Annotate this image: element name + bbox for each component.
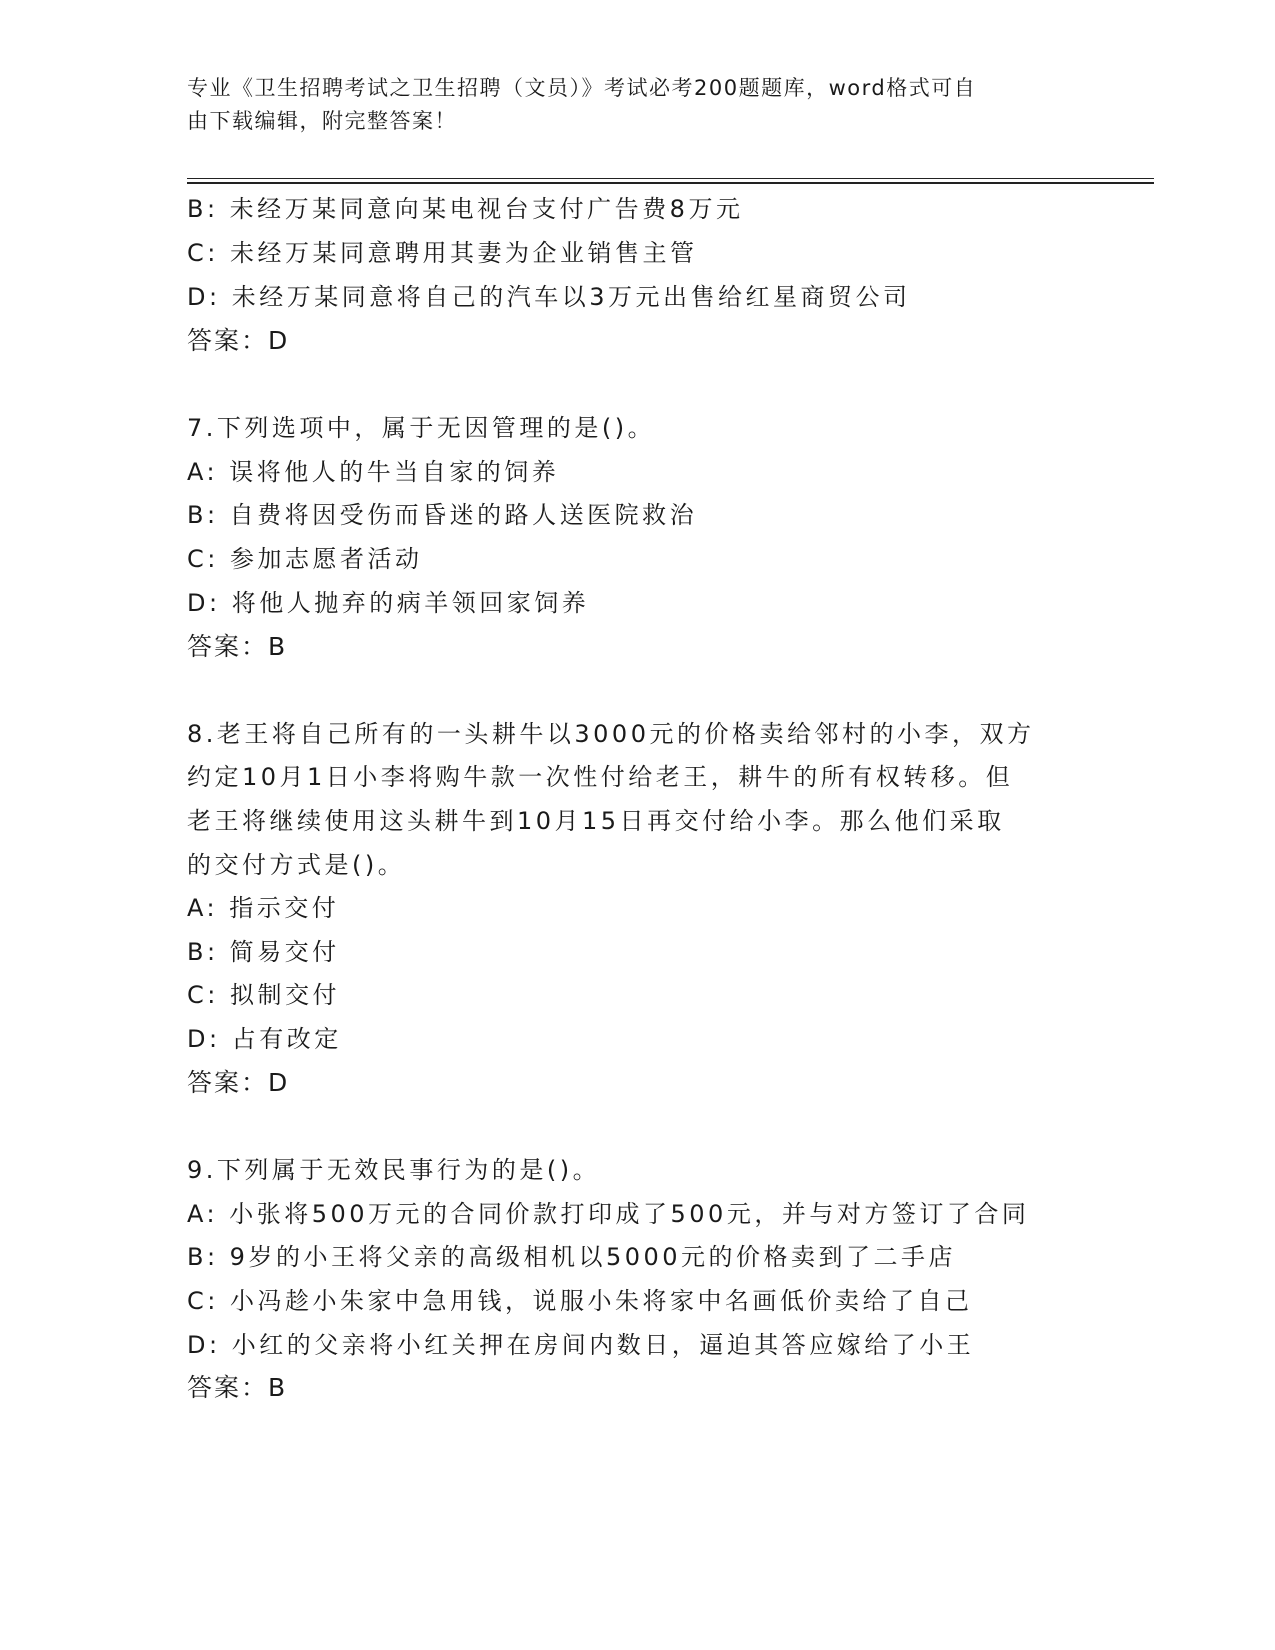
q6-option-c: C: 未经万某同意聘用其妻为企业销售主管 xyxy=(187,239,698,267)
document-header xyxy=(187,72,1087,138)
q7-answer: 答案：B xyxy=(187,632,288,661)
q9-option-b: B: 9岁的小王将父亲的高级相机以5000元的价格卖到了二手店 xyxy=(187,1243,957,1271)
header-line-2: 由下载编辑，附完整答案！ xyxy=(187,109,457,133)
q9-option-c: C: 小冯趁小朱家中急用钱，说服小朱将家中名画低价卖给了自己 xyxy=(187,1287,973,1315)
q8-question-line-3: 老王将继续使用这头耕牛到10月15日再交付给小李。那么他们采取 xyxy=(187,807,1005,835)
q7-question: 7.下列选项中，属于无因管理的是()。 xyxy=(187,414,656,442)
q8-question-line-4: 的交付方式是()。 xyxy=(187,851,406,879)
q8-question-line-1: 8.老王将自己所有的一头耕牛以3000元的价格卖给邻村的小李，双方 xyxy=(187,720,1035,748)
header-line-1: 专业《卫生招聘考试之卫生招聘（文员）》考试必考200题题库，word格式可自 xyxy=(187,76,977,100)
header-divider-thick xyxy=(187,182,1154,184)
q8-option-a: A: 指示交付 xyxy=(187,894,340,922)
q7-option-c: C: 参加志愿者活动 xyxy=(187,545,423,573)
q7-option-a: A: 误将他人的牛当自家的饲养 xyxy=(187,458,560,486)
q8-question-line-2: 约定10月1日小李将购牛款一次性付给老王，耕牛的所有权转移。但 xyxy=(187,763,1014,791)
q9-option-a: A: 小张将500万元的合同价款打印成了500元，并与对方签订了合同 xyxy=(187,1200,1030,1228)
q6-answer: 答案：D xyxy=(187,326,290,355)
q7-option-d: D: 将他人抛弃的病羊领回家饲养 xyxy=(187,589,590,617)
q8-answer: 答案：D xyxy=(187,1068,290,1097)
q8-option-b: B: 简易交付 xyxy=(187,938,340,966)
q8-option-d: D: 占有改定 xyxy=(187,1025,342,1053)
q8-option-c: C: 拟制交付 xyxy=(187,981,340,1009)
header-divider-thin xyxy=(187,178,1154,179)
q9-option-d: D: 小红的父亲将小红关押在房间内数日，逼迫其答应嫁给了小王 xyxy=(187,1331,975,1359)
q6-option-d: D: 未经万某同意将自己的汽车以3万元出售给红星商贸公司 xyxy=(187,283,911,311)
q6-option-b: B: 未经万某同意向某电视台支付广告费8万元 xyxy=(187,195,744,223)
q9-question: 9.下列属于无效民事行为的是()。 xyxy=(187,1156,601,1184)
q9-answer: 答案：B xyxy=(187,1373,288,1402)
q7-option-b: B: 自费将因受伤而昏迷的路人送医院救治 xyxy=(187,501,698,529)
